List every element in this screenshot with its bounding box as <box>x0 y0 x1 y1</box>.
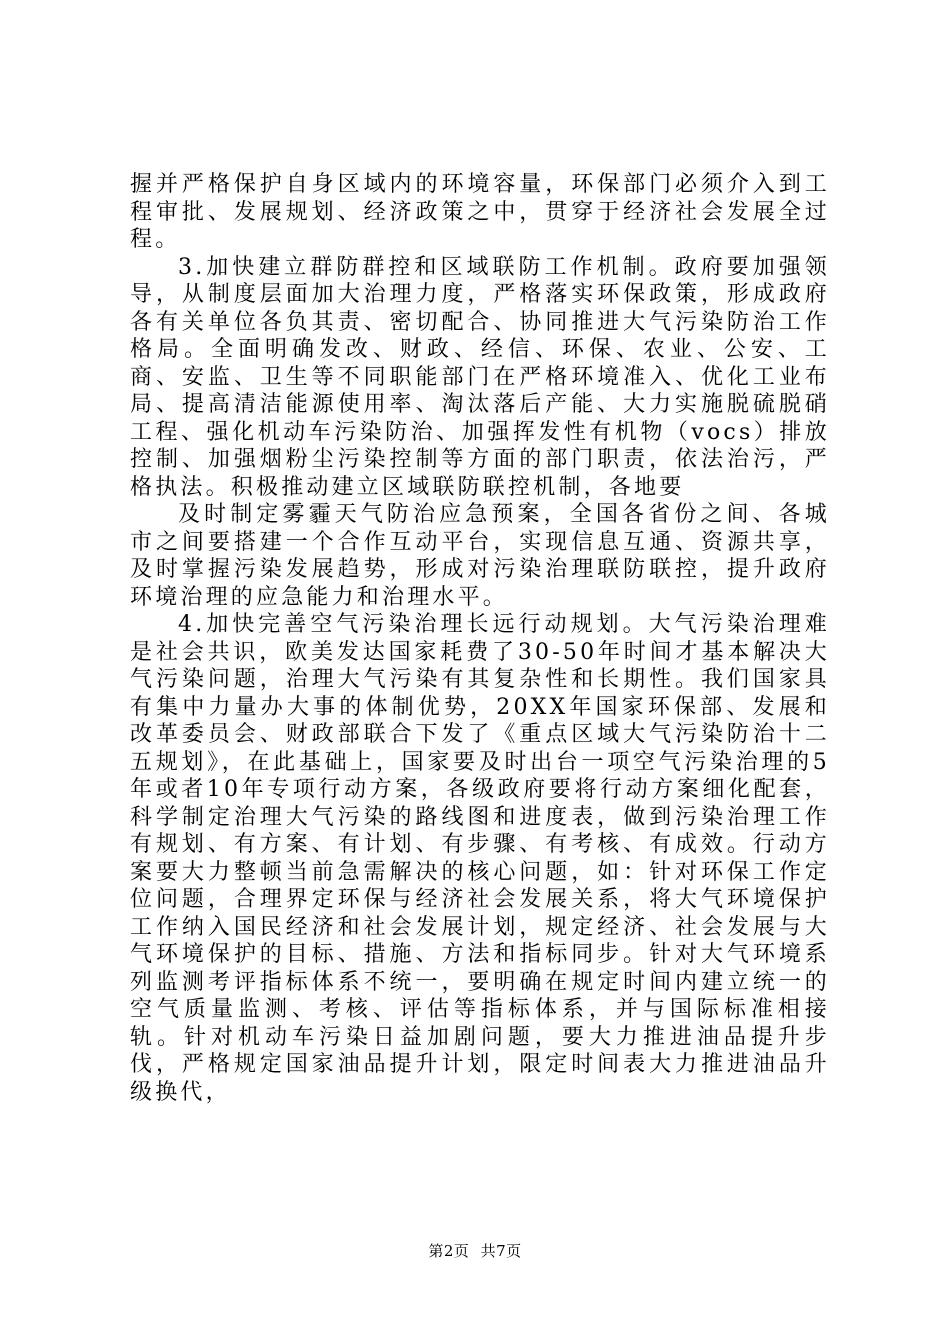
page-footer <box>0 1240 950 1261</box>
paragraph-section-3: 3.加快建立群防群控和区域联防工作机制。政府要加强领导，从制度层面加大治理力度，严格落实环保政策，形成政府各有关单位各负其责、密切配合、协同推进大气污染防治工作格局。全面明确发改、财政、经信、环保、农业、公安、工商、安监、卫生等不同职能部门在严格环境准入、优化工业布局、提高清洁能源使用率、淘汰落后产能、大力实施脱硫脱硝工程、强化机动车污染防治、加强挥发性有机物（vocs）排放控制、加强烟粉尘污染控制等方面的部门职责，依法治污，严格执法。积极推动建立区域联防联控机制，各地要 <box>130 254 830 500</box>
page-number: 第2页 <box>428 1242 470 1260</box>
paragraph-continuation: 握并严格保护自身区域内的环境容量，环保部门必须介入到工程审批、发展规划、经济政策之中，贯穿于经济社会发展全过程。 <box>130 172 830 252</box>
paragraph-section-4: 4.加快完善空气污染治理长远行动规划。大气污染治理难是社会共识，欧美发达国家耗费了30-50年时间才基本解决大气污染问题，治理大气污染有其复杂性和长期性。我们国家具有集中力量办大事的体制优势，20XX年国家环保部、发展和改革委员会、财政部联合下发了《重点区域大气污染防治十二五规划》，在此基础上，国家要及时出台一项空气污染治理的5年或者10年专项行动方案，各级政府要将行动方案细化配套，科学制定治理大气污染的路线图和进度表，做到污染治理工作有规划、有方案、有计划、有步骤、有考核、有成效。行动方案要大力整顿当前急需解决的核心问题，如：针对环保工作定位问题，合理界定环保与经济社会发展关系，将大气环境保护工作纳入国民经济和社会发展计划，规定经济、社会发展与大气环境保护的目标、措施、方法和指标同步。针对大气环境系列监测考评指标体系不统一，要明确在规定时间内建立统一的空气质量监测、考核、评估等指标体系，并与国际标准相接轨。针对机动车污染日益加剧问题，要大力推进油品提升步伐，严格规定国家油品提升计划，限定时间表大力推进油品升级换代， <box>130 612 830 1105</box>
page-total: 共7页 <box>480 1242 522 1260</box>
document-body <box>130 171 830 1106</box>
paragraph-emergency-plan: 及时制定雾霾天气防治应急预案，全国各省份之间、各城市之间要搭建一个合作互动平台，实现信息互通、资源共享，及时掌握污染发展趋势，形成对污染治理联防联控，提升政府环境治理的应急能力和治理水平。 <box>130 502 830 610</box>
